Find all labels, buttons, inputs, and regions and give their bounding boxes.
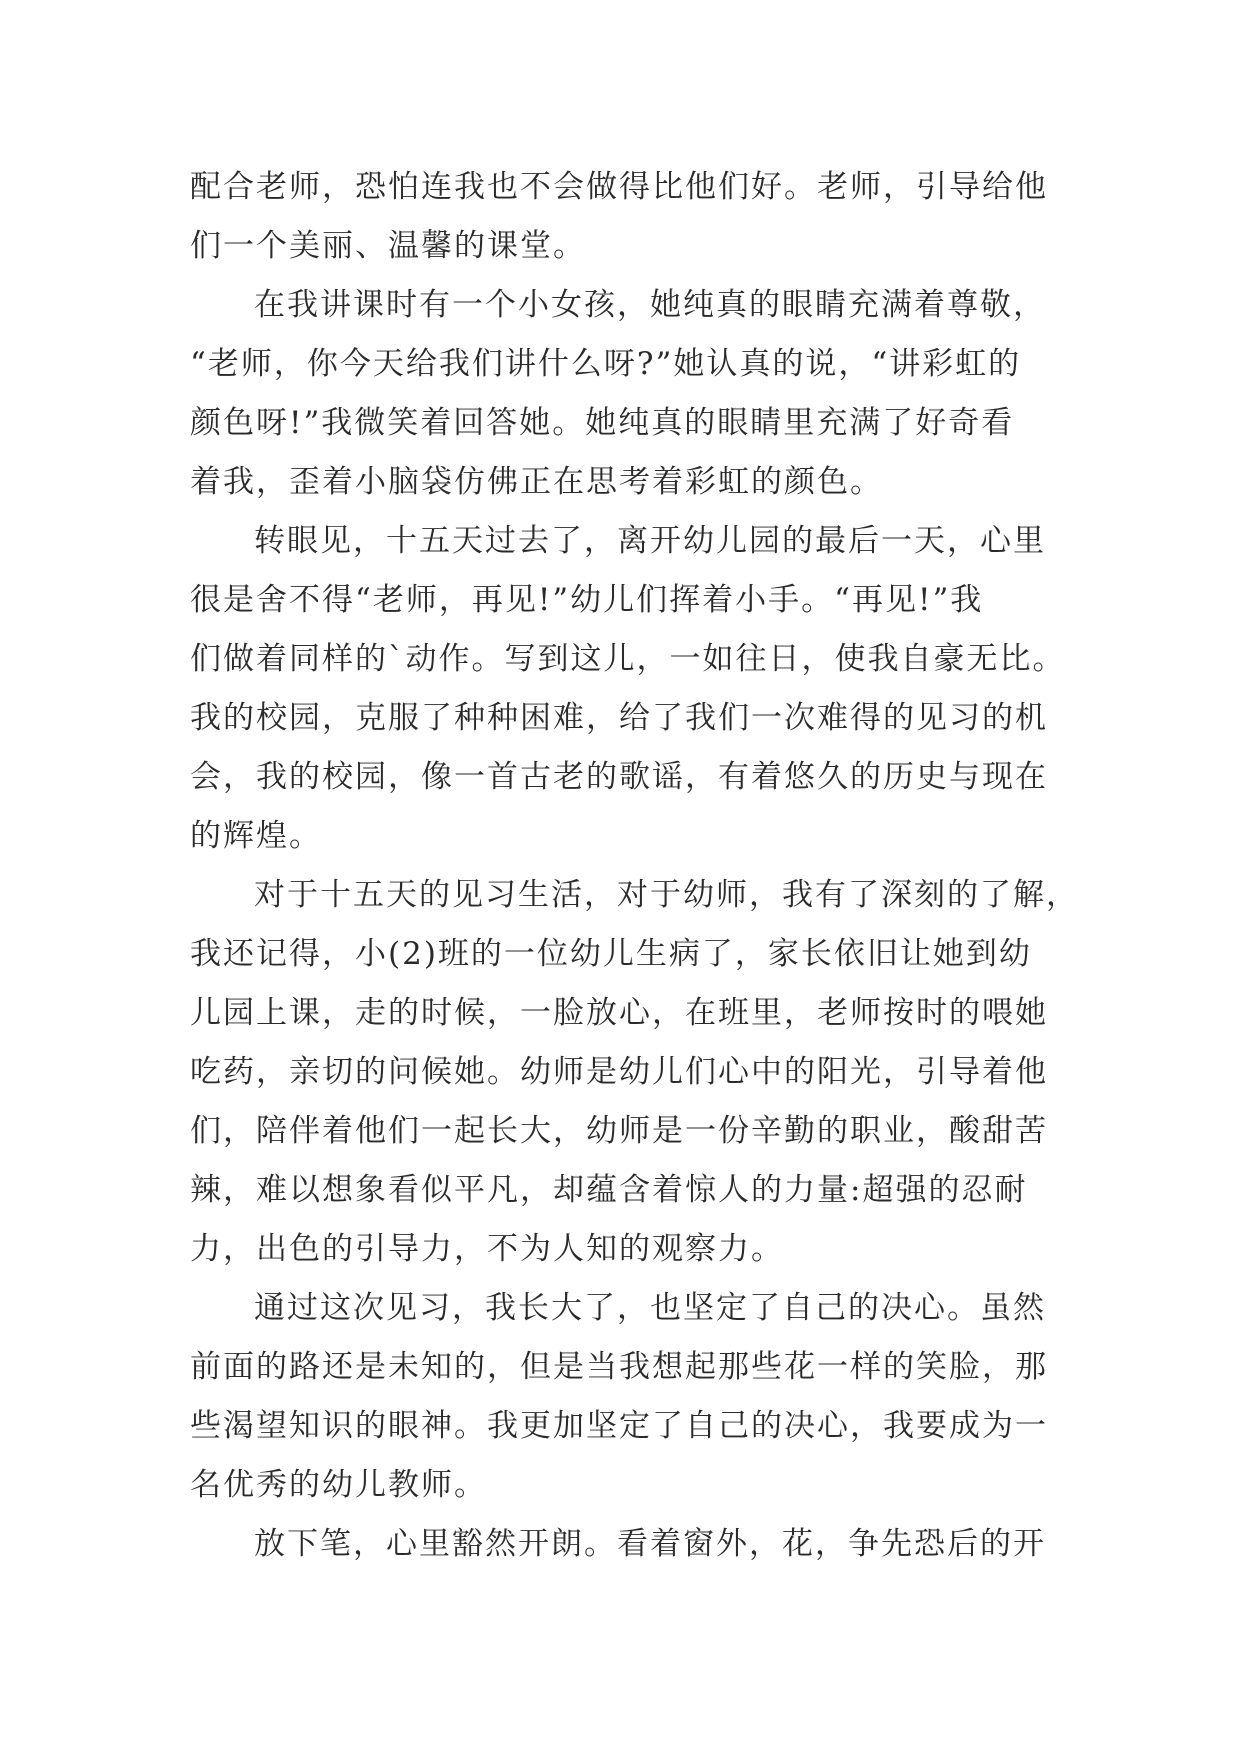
- text-line: 配合老师，恐怕连我也不会做得比他们好。老师，引导给他: [190, 169, 1048, 205]
- text-line: 会，我的校园，像一首古老的歌谣，有着悠久的历史与现在: [190, 759, 1048, 795]
- text-line: 辣，难以想象看似平凡，却蕴含着惊人的力量:超强的忍耐: [190, 1172, 1028, 1208]
- text-line: 着我，歪着小脑袋仿佛正在思考着彩虹的颜色。: [190, 464, 883, 500]
- text-line: 我的校园，克服了种种困难，给了我们一次难得的见习的机: [190, 700, 1048, 736]
- text-line: 们一个美丽、温馨的课堂。: [190, 228, 586, 264]
- text-line: 颜色呀!”我微笑着回答她。她纯真的眼睛里充满了好奇看: [190, 405, 1015, 441]
- text-line: 吃药，亲切的问候她。幼师是幼儿们心中的阳光，引导着他: [190, 1054, 1048, 1090]
- text-line: 我还记得，小(2)班的一位幼儿生病了，家长依旧让她到幼: [190, 936, 1032, 972]
- paragraph-start-line: 放下笔，心里豁然开朗。看着窗外，花，争先恐后的开: [254, 1526, 1046, 1562]
- text-line: 们，陪伴着他们一起长大，幼师是一份辛勤的职业，酸甜苦: [190, 1113, 1048, 1149]
- text-line: 儿园上课，走的时候，一脸放心，在班里，老师按时的喂她: [190, 995, 1048, 1031]
- paragraph-start-line: 在我讲课时有一个小女孩，她纯真的眼睛充满着尊敬，: [254, 287, 1046, 323]
- text-line: 的辉煌。: [190, 818, 322, 854]
- text-line: 些渴望知识的眼神。我更加坚定了自己的决心，我要成为一: [190, 1408, 1048, 1444]
- paragraph-start-line: 通过这次见习，我长大了，也坚定了自己的决心。虽然: [254, 1290, 1046, 1326]
- text-line: 前面的路还是未知的，但是当我想起那些花一样的笑脸，那: [190, 1349, 1048, 1385]
- document-body: [190, 158, 1079, 1574]
- text-line: “老师，你今天给我们讲什么呀?”她认真的说，“讲彩虹的: [190, 346, 1022, 382]
- text-line: 力，出色的引导力，不为人知的观察力。: [190, 1231, 784, 1267]
- paragraph-start-line: 对于十五天的见习生活，对于幼师，我有了深刻的了解，: [254, 877, 1079, 913]
- text-line: 名优秀的幼儿教师。: [190, 1467, 487, 1503]
- text-line: 很是舍不得“老师，再见!”幼儿们挥着小手。“再见!”我: [190, 582, 984, 618]
- text-line: 们做着同样的`动作。写到这儿，一如往日，使我自豪无比。: [190, 641, 1066, 677]
- paragraph-start-line: 转眼见，十五天过去了，离开幼儿园的最后一天，心里: [254, 523, 1046, 559]
